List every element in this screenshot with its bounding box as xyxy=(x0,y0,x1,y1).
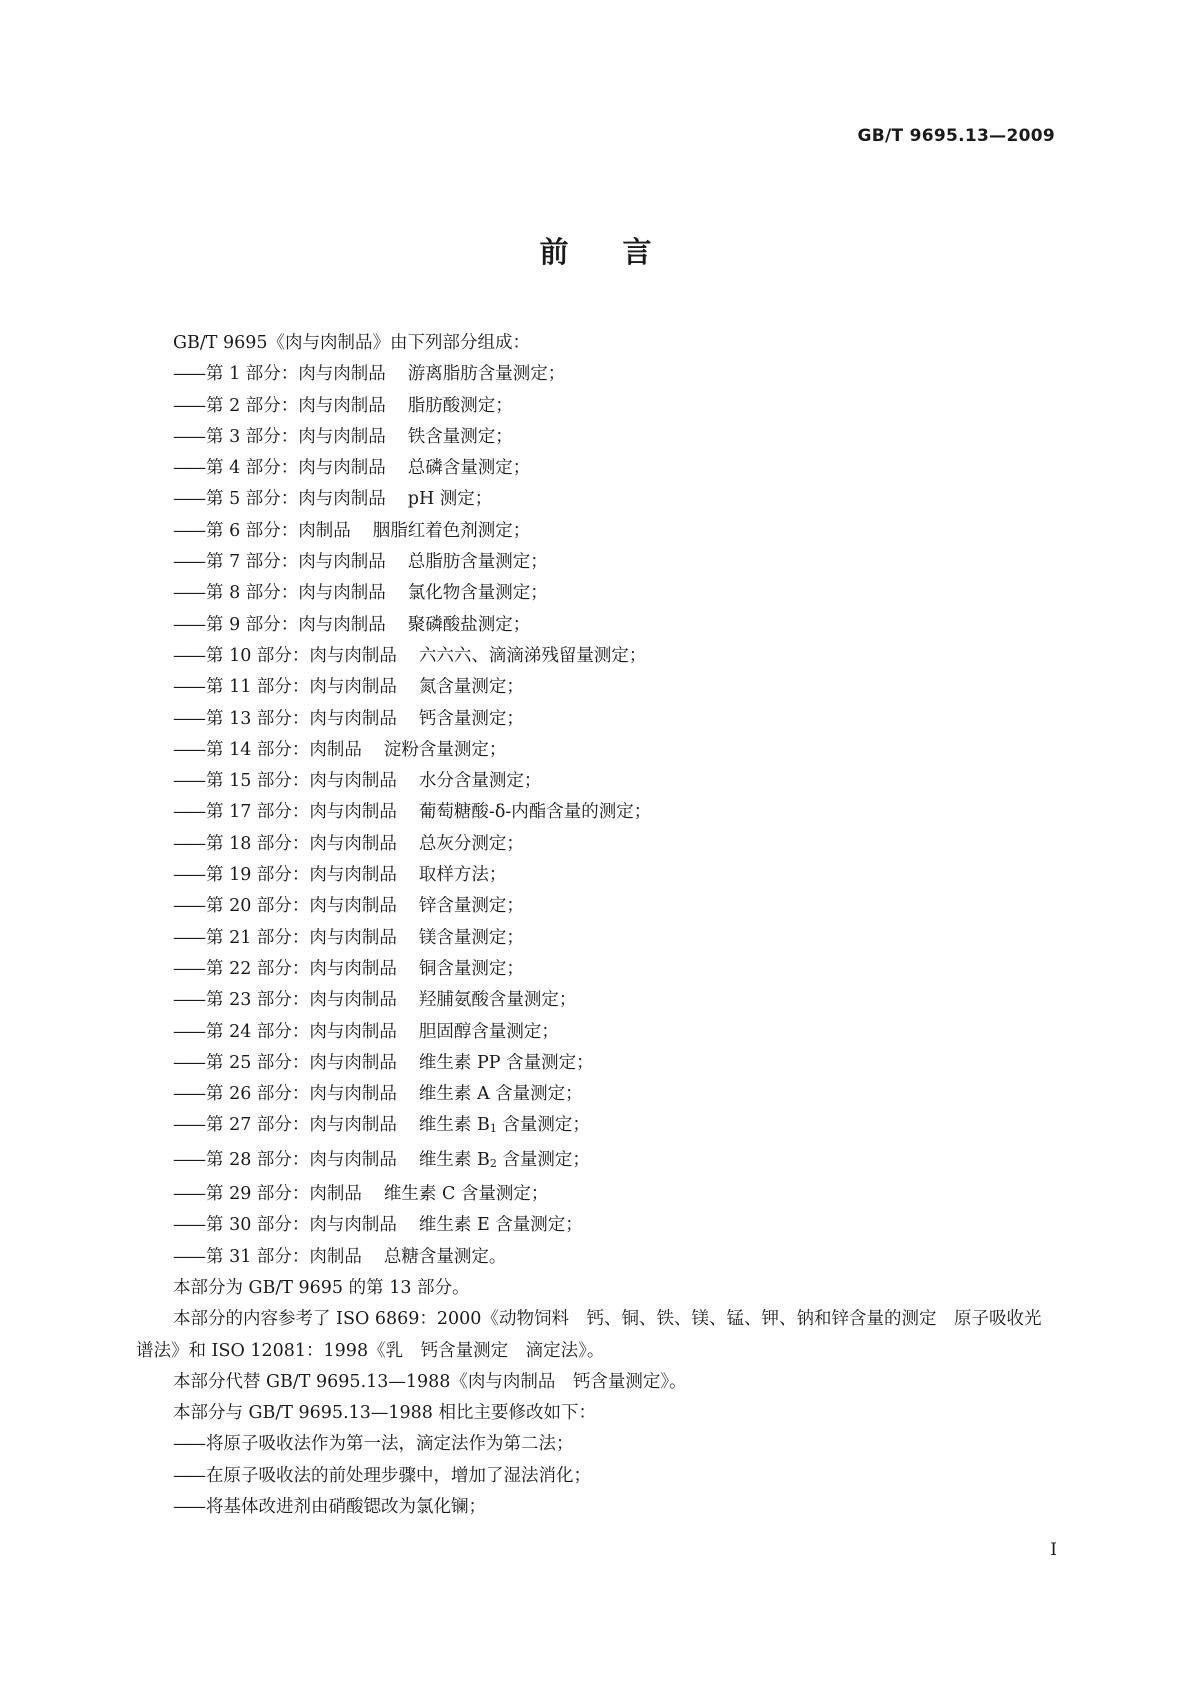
part-name: 葡萄糖酸-δ-内酯含量的测定； xyxy=(418,802,652,823)
part-category: 肉与肉制品 xyxy=(309,1215,397,1236)
part-name-tail: 含量测定； xyxy=(496,1115,590,1136)
list-item xyxy=(136,985,1056,1016)
change-text: 在原子吸收法的前处理步骤中，增加了湿法消化； xyxy=(206,1465,591,1486)
changes-intro-paragraph: 本部分与 GB/T 9695.13—1988 相比主要修改如下： xyxy=(173,1403,596,1424)
part-number: 第 11 部分： xyxy=(206,677,310,698)
part-category: 肉与肉制品 xyxy=(298,614,386,635)
list-dash: —— xyxy=(173,1115,204,1136)
part-number: 第 31 部分： xyxy=(206,1246,310,1267)
part-name: 聚磷酸盐测定； xyxy=(407,614,531,635)
change-text: 将原子吸收法作为第一法，滴定法作为第二法； xyxy=(206,1434,574,1455)
part-name: 维生素 C 含量测定； xyxy=(383,1184,549,1205)
list-item xyxy=(136,547,1056,578)
part-number: 第 19 部分： xyxy=(206,865,310,886)
list-item xyxy=(136,860,1056,891)
list-item xyxy=(136,516,1056,547)
list-dash: —— xyxy=(173,1149,204,1170)
part-number: 第 24 部分： xyxy=(206,1021,310,1042)
changes-list xyxy=(136,1429,1056,1523)
list-item xyxy=(136,1048,1056,1079)
list-item xyxy=(136,923,1056,954)
list-item xyxy=(136,766,1056,797)
list-item xyxy=(136,422,1056,453)
list-item xyxy=(136,610,1056,641)
list-item xyxy=(136,829,1056,860)
part-name: 铁含量测定； xyxy=(407,426,513,447)
part-category: 肉与肉制品 xyxy=(309,1021,397,1042)
subscript: 2 xyxy=(489,1156,497,1170)
page-title: 前言 xyxy=(539,235,706,269)
list-dash: —— xyxy=(173,896,204,917)
list-dash: —— xyxy=(173,520,204,541)
part-number: 第 14 部分： xyxy=(206,739,310,760)
subscript: 1 xyxy=(489,1122,497,1136)
list-dash: —— xyxy=(173,583,204,604)
part-number: 第 1 部分： xyxy=(206,364,299,385)
part-number: 第 18 部分： xyxy=(206,833,310,854)
part-name: 六六六、滴滴涕残留量测定； xyxy=(418,645,647,666)
list-dash: —— xyxy=(173,771,204,792)
list-item xyxy=(136,891,1056,922)
part-name: 维生素 PP 含量测定； xyxy=(418,1052,594,1073)
page-number: I xyxy=(1050,1540,1057,1560)
list-dash: —— xyxy=(173,364,204,385)
list-item xyxy=(136,359,1056,390)
list-item xyxy=(136,1492,1056,1523)
part-category: 肉与肉制品 xyxy=(309,990,397,1011)
part-name: 游离脂肪含量测定； xyxy=(407,364,566,385)
part-name: 氮含量测定； xyxy=(418,677,524,698)
part-name: 钙含量测定； xyxy=(418,708,524,729)
part-number: 第 29 部分： xyxy=(206,1184,310,1205)
part-name: 脂肪酸测定； xyxy=(407,395,513,416)
part-number: 第 15 部分： xyxy=(206,771,310,792)
part-number: 第 6 部分： xyxy=(206,520,299,541)
part-name: 锌含量测定； xyxy=(418,896,524,917)
part-name: 羟脯氨酸含量测定； xyxy=(418,990,577,1011)
part-number: 第 25 部分： xyxy=(206,1052,310,1073)
list-item xyxy=(136,1210,1056,1241)
part-name: 氯化物含量测定； xyxy=(407,583,548,604)
part-category: 肉制品 xyxy=(298,520,351,541)
part-category: 肉制品 xyxy=(309,1184,362,1205)
part-category: 肉与肉制品 xyxy=(309,677,397,698)
list-dash: —— xyxy=(173,1246,204,1267)
part-name: 维生素 B xyxy=(418,1149,490,1170)
list-item xyxy=(136,1461,1056,1492)
list-dash: —— xyxy=(173,458,204,479)
part-name: 镁含量测定； xyxy=(418,927,524,948)
part-number: 第 8 部分： xyxy=(206,583,299,604)
part-category: 肉与肉制品 xyxy=(309,708,397,729)
part-number: 第 17 部分： xyxy=(206,802,310,823)
part-number: 第 20 部分： xyxy=(206,896,310,917)
part-name: 总糖含量测定。 xyxy=(383,1246,507,1267)
part-category: 肉与肉制品 xyxy=(309,1149,397,1170)
list-dash: —— xyxy=(173,708,204,729)
part-number: 第 30 部分： xyxy=(206,1215,310,1236)
document-body xyxy=(136,328,1056,1523)
list-item xyxy=(136,1079,1056,1110)
part-name: 维生素 B xyxy=(418,1115,490,1136)
list-dash: —— xyxy=(173,958,204,979)
part-category: 肉与肉制品 xyxy=(298,426,386,447)
list-dash: —— xyxy=(173,1184,204,1205)
part-name: pH 测定； xyxy=(407,489,493,510)
list-item xyxy=(136,391,1056,422)
part-category: 肉制品 xyxy=(309,1246,362,1267)
list-dash: —— xyxy=(173,1084,204,1105)
list-dash: —— xyxy=(173,614,204,635)
part-category: 肉与肉制品 xyxy=(309,645,397,666)
list-dash: —— xyxy=(173,1496,204,1517)
part-category: 肉与肉制品 xyxy=(309,958,397,979)
part-category: 肉与肉制品 xyxy=(309,833,397,854)
list-dash: —— xyxy=(173,802,204,823)
list-item xyxy=(136,453,1056,484)
part-number: 第 22 部分： xyxy=(206,958,310,979)
part-category: 肉与肉制品 xyxy=(298,552,386,573)
list-item xyxy=(136,484,1056,515)
list-item xyxy=(136,797,1056,828)
list-dash: —— xyxy=(173,489,204,510)
part-category: 肉与肉制品 xyxy=(309,1115,397,1136)
part-category: 肉与肉制品 xyxy=(309,896,397,917)
part-category: 肉与肉制品 xyxy=(298,458,386,479)
list-item xyxy=(136,1110,1056,1144)
part-name: 淀粉含量测定； xyxy=(383,739,507,760)
part-number: 第 9 部分： xyxy=(206,614,299,635)
part-category: 肉与肉制品 xyxy=(298,395,386,416)
part-number: 第 4 部分： xyxy=(206,458,299,479)
list-dash: —— xyxy=(173,552,204,573)
part-number: 第 27 部分： xyxy=(206,1115,310,1136)
list-dash: —— xyxy=(173,395,204,416)
list-dash: —— xyxy=(173,1434,204,1455)
part-category: 肉与肉制品 xyxy=(309,1052,397,1073)
part-number: 第 28 部分： xyxy=(206,1149,310,1170)
part-name: 维生素 E 含量测定； xyxy=(418,1215,583,1236)
list-item xyxy=(136,1145,1056,1179)
part-category: 肉与肉制品 xyxy=(309,771,397,792)
part-name: 维生素 A 含量测定； xyxy=(418,1084,583,1105)
part-name: 水分含量测定； xyxy=(418,771,542,792)
list-item xyxy=(136,1017,1056,1048)
part-name: 总脂肪含量测定； xyxy=(407,552,548,573)
list-dash: —— xyxy=(173,426,204,447)
part-category: 肉与肉制品 xyxy=(309,927,397,948)
part-number: 第 5 部分： xyxy=(206,489,299,510)
list-dash: —— xyxy=(173,739,204,760)
part-number: 第 7 部分： xyxy=(206,552,299,573)
list-dash: —— xyxy=(173,865,204,886)
list-dash: —— xyxy=(173,677,204,698)
parts-list xyxy=(136,359,1056,1273)
list-dash: —— xyxy=(173,645,204,666)
part-number: 第 21 部分： xyxy=(206,927,310,948)
part-category: 肉与肉制品 xyxy=(309,802,397,823)
part-category: 肉与肉制品 xyxy=(309,865,397,886)
part-name: 总灰分测定； xyxy=(418,833,524,854)
list-item xyxy=(136,672,1056,703)
part-number: 第 26 部分： xyxy=(206,1084,310,1105)
part-number: 第 10 部分： xyxy=(206,645,310,666)
list-item xyxy=(136,641,1056,672)
part-number: 第 23 部分： xyxy=(206,990,310,1011)
part-number: 第 13 部分： xyxy=(206,708,310,729)
part-statement-paragraph: 本部分为 GB/T 9695 的第 13 部分。 xyxy=(173,1277,470,1298)
list-item xyxy=(136,1429,1056,1460)
part-name: 取样方法； xyxy=(418,865,507,886)
list-dash: —— xyxy=(173,1215,204,1236)
list-item xyxy=(136,1179,1056,1210)
part-name: 胭脂红着色剂测定； xyxy=(372,520,531,541)
part-number: 第 3 部分： xyxy=(206,426,299,447)
list-dash: —— xyxy=(173,927,204,948)
part-category: 肉与肉制品 xyxy=(298,489,386,510)
standard-number: GB/T 9695.13—2009 xyxy=(857,126,1055,146)
list-dash: —— xyxy=(173,990,204,1011)
intro-paragraph: GB/T 9695《肉与肉制品》由下列部分组成： xyxy=(173,333,531,353)
list-item xyxy=(136,578,1056,609)
list-dash: —— xyxy=(173,833,204,854)
part-category: 肉制品 xyxy=(309,739,362,760)
list-item xyxy=(136,704,1056,735)
list-item xyxy=(136,1242,1056,1273)
change-text: 将基体改进剂由硝酸锶改为氯化镧； xyxy=(206,1496,486,1517)
list-item xyxy=(136,735,1056,766)
list-dash: —— xyxy=(173,1052,204,1073)
part-category: 肉与肉制品 xyxy=(309,1084,397,1105)
replaces-paragraph: 本部分代替 GB/T 9695.13—1988《肉与肉制品 钙含量测定》。 xyxy=(173,1371,687,1392)
part-name: 胆固醇含量测定； xyxy=(418,1021,559,1042)
part-name: 铜含量测定； xyxy=(418,958,524,979)
list-item xyxy=(136,954,1056,985)
part-category: 肉与肉制品 xyxy=(298,364,386,385)
list-dash: —— xyxy=(173,1465,204,1486)
reference-paragraph: 本部分的内容参考了 ISO 6869：2000《动物饲料 钙、铜、铁、镁、锰、钾、钠和锌含量的测定 原子吸收光谱法》和 ISO 12081：1998《乳 钙含量测定 滴定法》。 xyxy=(136,1309,1042,1361)
part-number: 第 2 部分： xyxy=(206,395,299,416)
part-category: 肉与肉制品 xyxy=(298,583,386,604)
list-dash: —— xyxy=(173,1021,204,1042)
part-name-tail: 含量测定； xyxy=(496,1149,590,1170)
part-name: 总磷含量测定； xyxy=(407,458,531,479)
